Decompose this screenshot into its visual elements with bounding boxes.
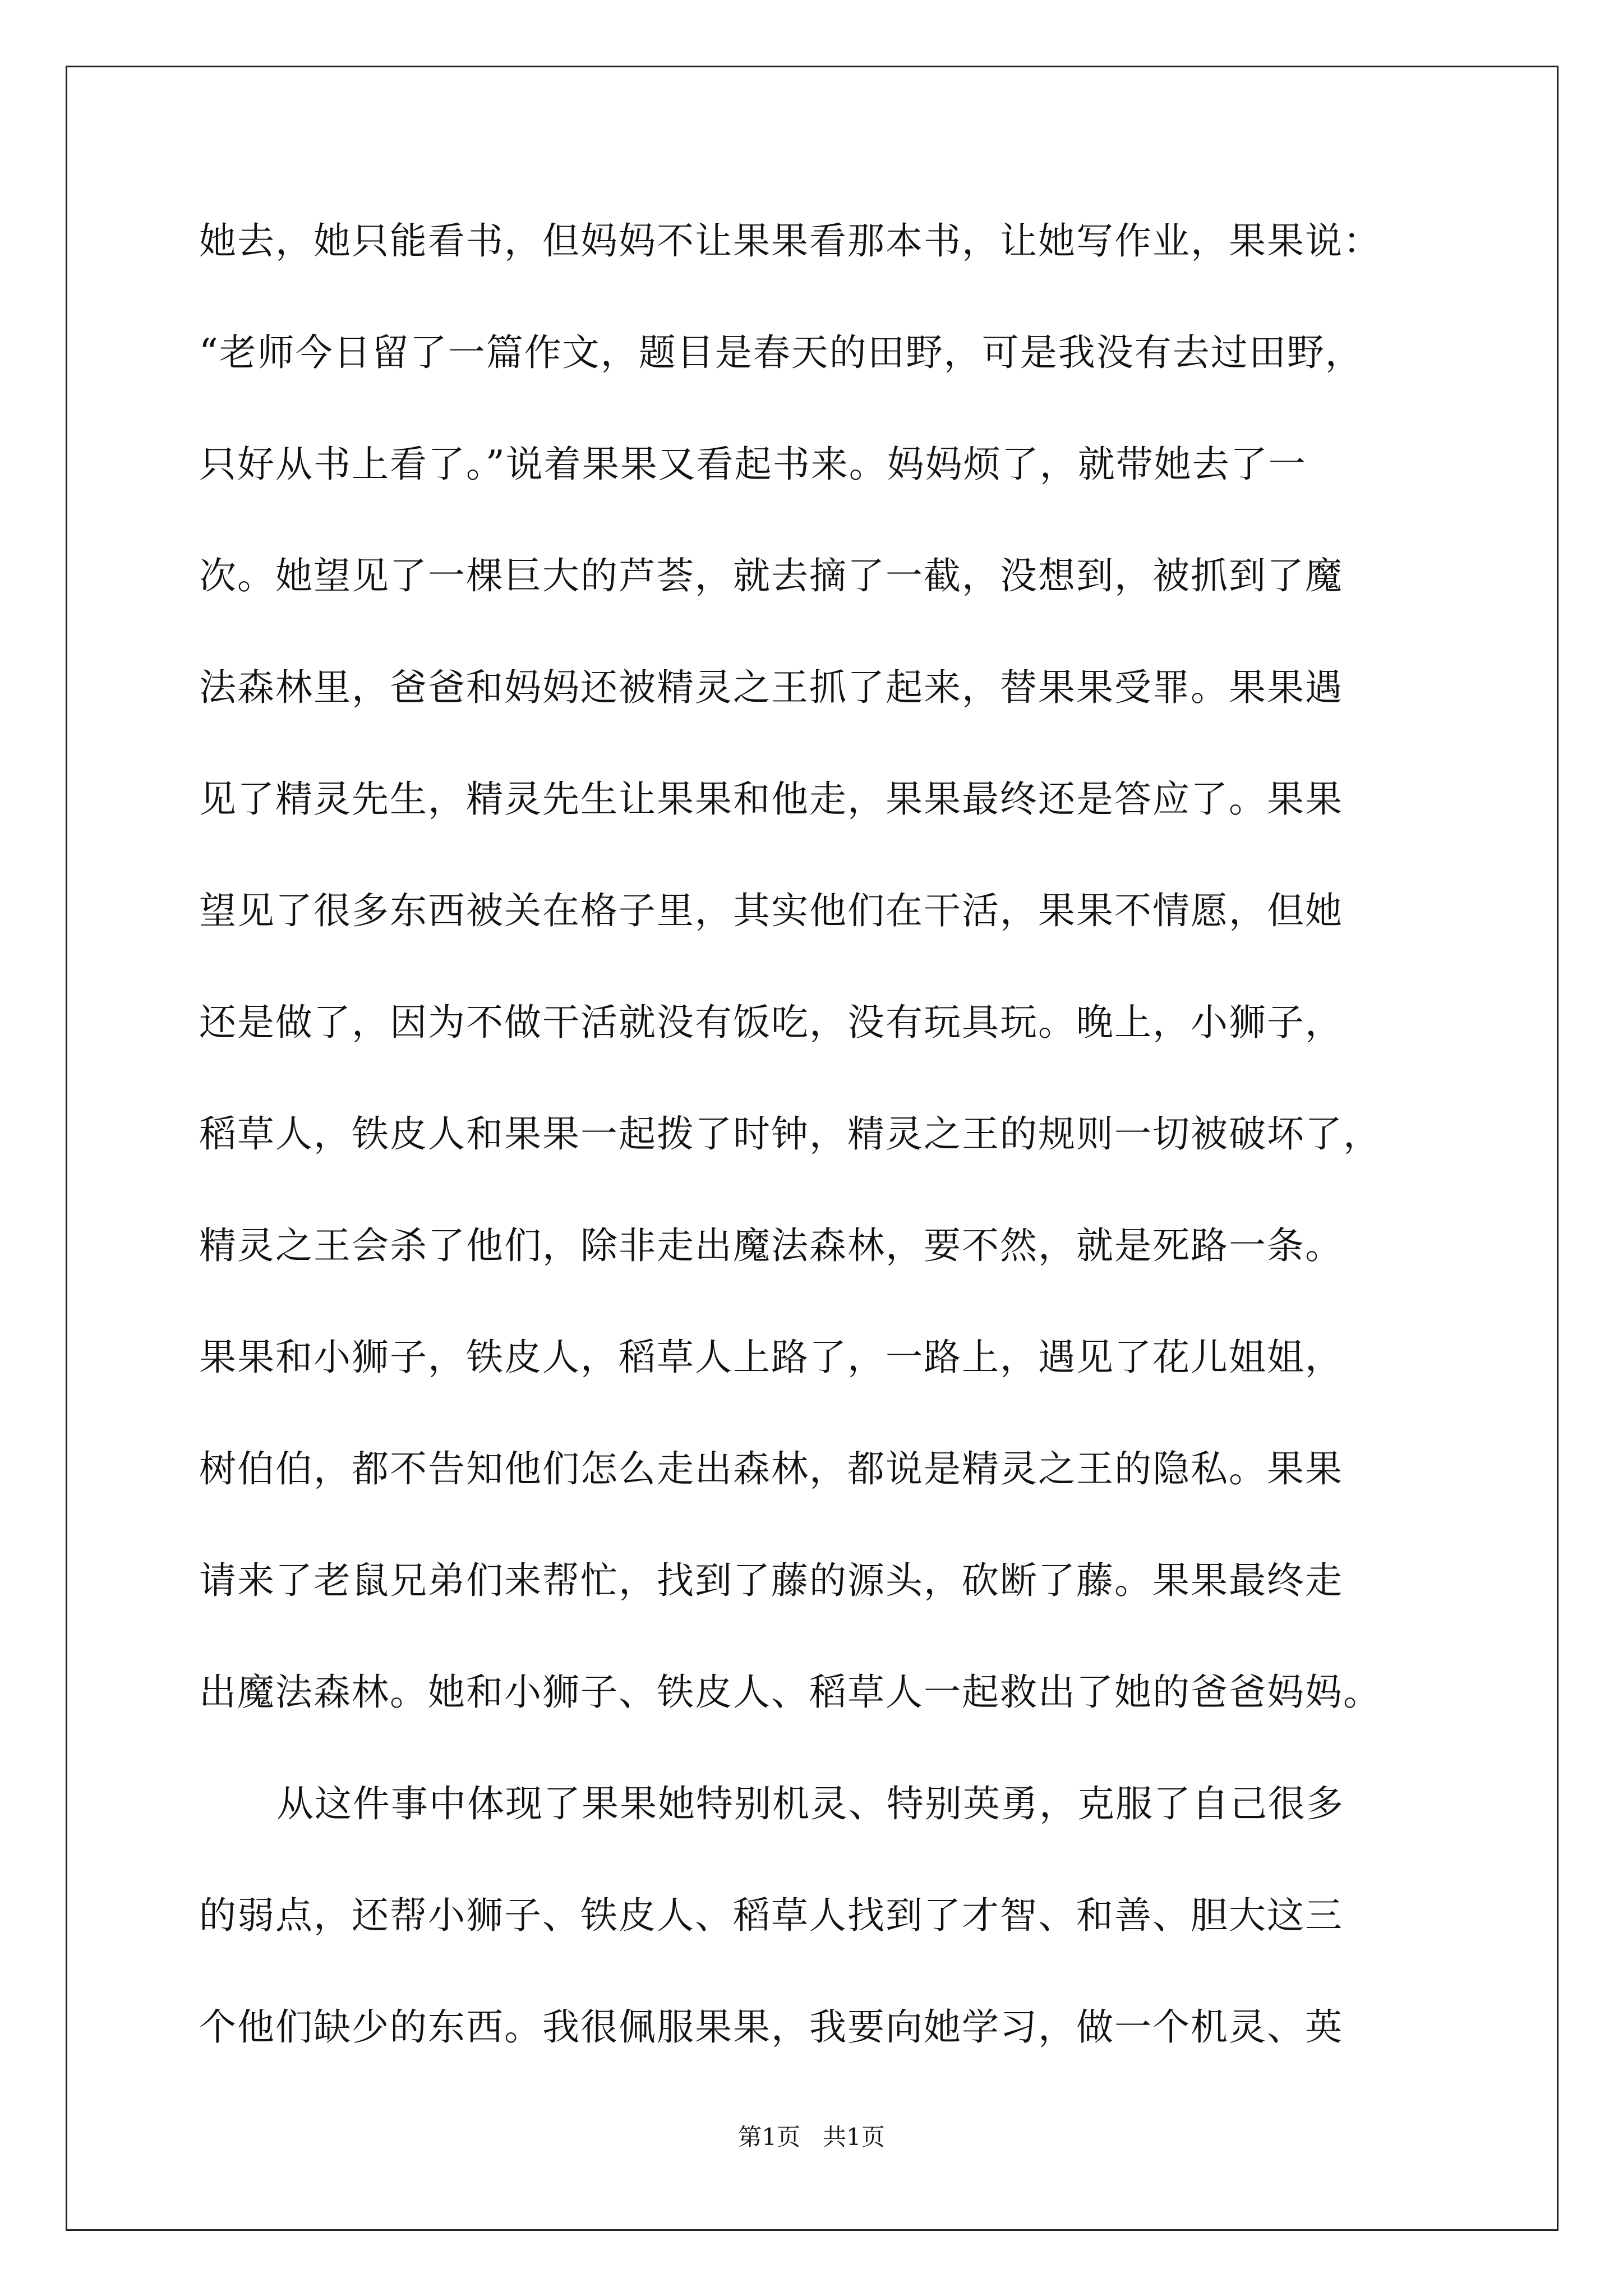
text-line: 次。她望见了一棵巨大的芦荟，就去摘了一截，没想到，被抓到了魔 — [199, 554, 1343, 597]
text-line: 精灵之王会杀了他们，除非走出魔法森林，要不然，就是死路一条。 — [199, 1224, 1343, 1267]
body-text — [199, 185, 1455, 2083]
text-line: 请来了老鼠兄弟们来帮忙，找到了藤的源头，砍断了藤。果果最终走 — [199, 1559, 1343, 1602]
text-line: 出魔法森林。她和小狮子、铁皮人、稻草人一起救出了她的爸爸妈妈。 — [199, 1671, 1381, 1714]
text-line: 只好从书上看了。”说着果果又看起书来。妈妈烦了，就带她去了一 — [199, 443, 1307, 486]
text-line: “老师今日留了一篇作文，题目是春天的田野，可是我没有去过田野， — [199, 331, 1363, 374]
text-line: 法森林里，爸爸和妈妈还被精灵之王抓了起来，替果果受罪。果果遇 — [199, 666, 1343, 709]
text-line: 树伯伯，都不告知他们怎么走出森林，都说是精灵之王的隐私。果果 — [199, 1447, 1343, 1490]
page-footer — [0, 2120, 1623, 2154]
text-line: 稻草人，铁皮人和果果一起拨了时钟，精灵之王的规则一切被破坏了， — [199, 1112, 1381, 1156]
paragraph-start-line: 从这件事中体现了果果她特别机灵、特别英勇，克服了自己很多 — [276, 1782, 1344, 1825]
text-line: 见了精灵先生，精灵先生让果果和他走，果果最终还是答应了。果果 — [199, 777, 1343, 821]
text-line: 的弱点，还帮小狮子、铁皮人、稻草人找到了才智、和善、胆大这三 — [199, 1894, 1343, 1937]
page-number: 第1页 — [738, 2123, 800, 2151]
text-line: 她去，她只能看书，但妈妈不让果果看那本书，让她写作业，果果说： — [199, 219, 1381, 263]
text-line: 望见了很多东西被关在格子里，其实他们在干活，果果不情愿，但她 — [199, 889, 1343, 932]
text-line: 果果和小狮子，铁皮人，稻草人上路了，一路上，遇见了花儿姐姐， — [199, 1336, 1343, 1379]
text-line: 个他们缺少的东西。我很佩服果果，我要向她学习，做一个机灵、英 — [199, 2005, 1343, 2049]
text-line: 还是做了，因为不做干活就没有饭吃，没有玩具玩。晚上，小狮子， — [199, 1001, 1343, 1044]
page-total: 共1页 — [823, 2123, 885, 2151]
